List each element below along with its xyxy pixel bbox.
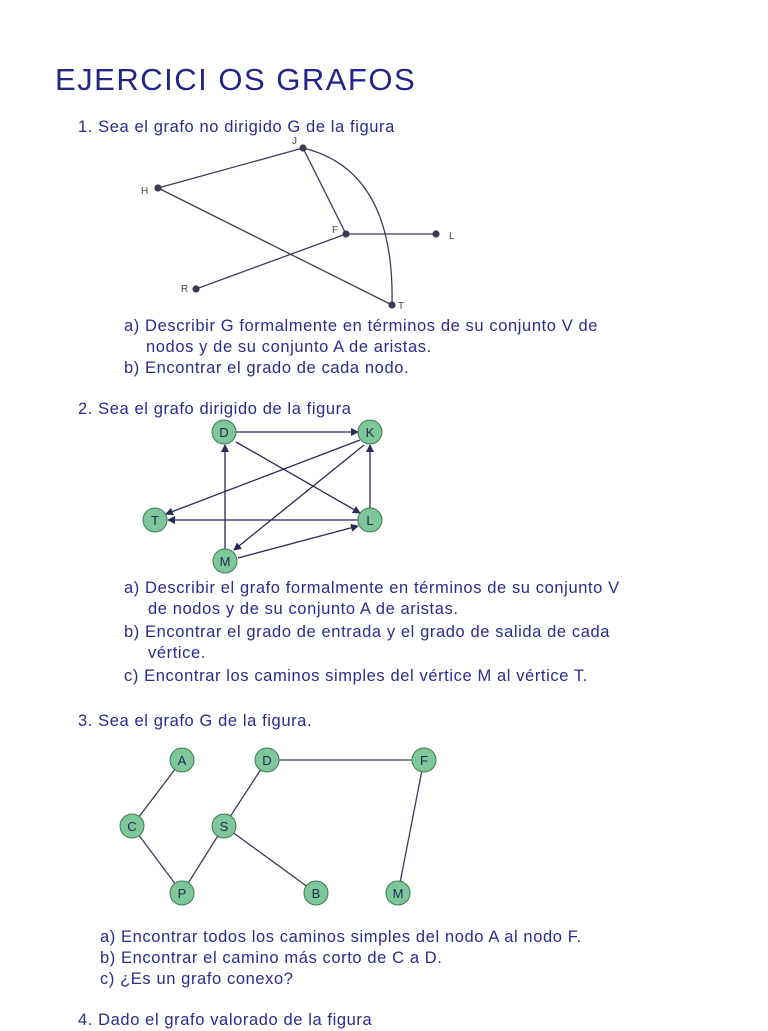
- node-k-label: K: [365, 425, 375, 440]
- node-p-label: P: [177, 886, 187, 901]
- node-j-label: J: [292, 136, 297, 147]
- exercise-3-task-c: c) ¿Es un grafo conexo?: [100, 970, 294, 988]
- node-a-label: A: [177, 753, 187, 768]
- node-r-label: R: [181, 284, 189, 295]
- edge-f-m: [398, 760, 424, 893]
- node-l-label: L: [449, 231, 455, 242]
- exercise-1-task-b: b) Encontrar el grado de cada nodo.: [124, 359, 410, 377]
- exercise-2-task-a-cont: de nodos y de su conjunto A de aristas.: [148, 600, 459, 618]
- node-m-label: M: [392, 886, 404, 901]
- exercise-3-task-a: a) Encontrar todos los caminos simples del nodo A al nodo F.: [100, 928, 582, 946]
- node-f-label: F: [420, 753, 428, 768]
- graph-3-nodes: [120, 748, 436, 905]
- node-c-label: C: [127, 819, 137, 834]
- graph-3-edges: [132, 760, 424, 893]
- node-t-label: T: [151, 513, 159, 528]
- exercise-2-task-c: c) Encontrar los caminos simples del vértice M al vértice T.: [124, 667, 588, 685]
- page-title: EJERCICI OS GRAFOS: [55, 62, 417, 97]
- exercise-4-heading: 4. Dado el grafo valorado de la figura: [78, 1011, 373, 1029]
- node-l-label: L: [366, 513, 374, 528]
- node-m-label: M: [219, 554, 231, 569]
- node-d-label: D: [219, 425, 229, 440]
- exercise-2-task-a: a) Describir el grafo formalmente en términos de su conjunto V: [124, 579, 620, 597]
- node-t-label: T: [398, 301, 405, 312]
- exercise-2-task-b: b) Encontrar el grado de entrada y el grado de salida de cada: [124, 623, 611, 641]
- node-b-label: B: [311, 886, 321, 901]
- edge-s-b: [224, 826, 316, 893]
- edge-c-p: [132, 826, 182, 893]
- exercise-1-heading: 1. Sea el grafo no dirigido G de la figura: [78, 118, 395, 136]
- node-s-label: S: [219, 819, 229, 834]
- exercise-3-heading: 3. Sea el grafo G de la figura.: [78, 712, 313, 730]
- node-h-label: H: [141, 186, 149, 197]
- exercise-1-task-a: a) Describir G formalmente en términos de su conjunto V de: [124, 317, 599, 335]
- exercise-1-task-a-cont: nodos y de su conjunto A de aristas.: [146, 338, 432, 356]
- exercise-3-tasks: [100, 927, 582, 990]
- node-d-label: D: [262, 753, 272, 768]
- exercise-2-task-b-cont: vértice.: [148, 644, 206, 662]
- exercise-3-task-b: b) Encontrar el camino más corto de C a D.: [100, 949, 443, 967]
- exercise-2-heading: 2. Sea el grafo dirigido de la figura: [78, 400, 352, 418]
- node-f-label: F: [332, 225, 339, 236]
